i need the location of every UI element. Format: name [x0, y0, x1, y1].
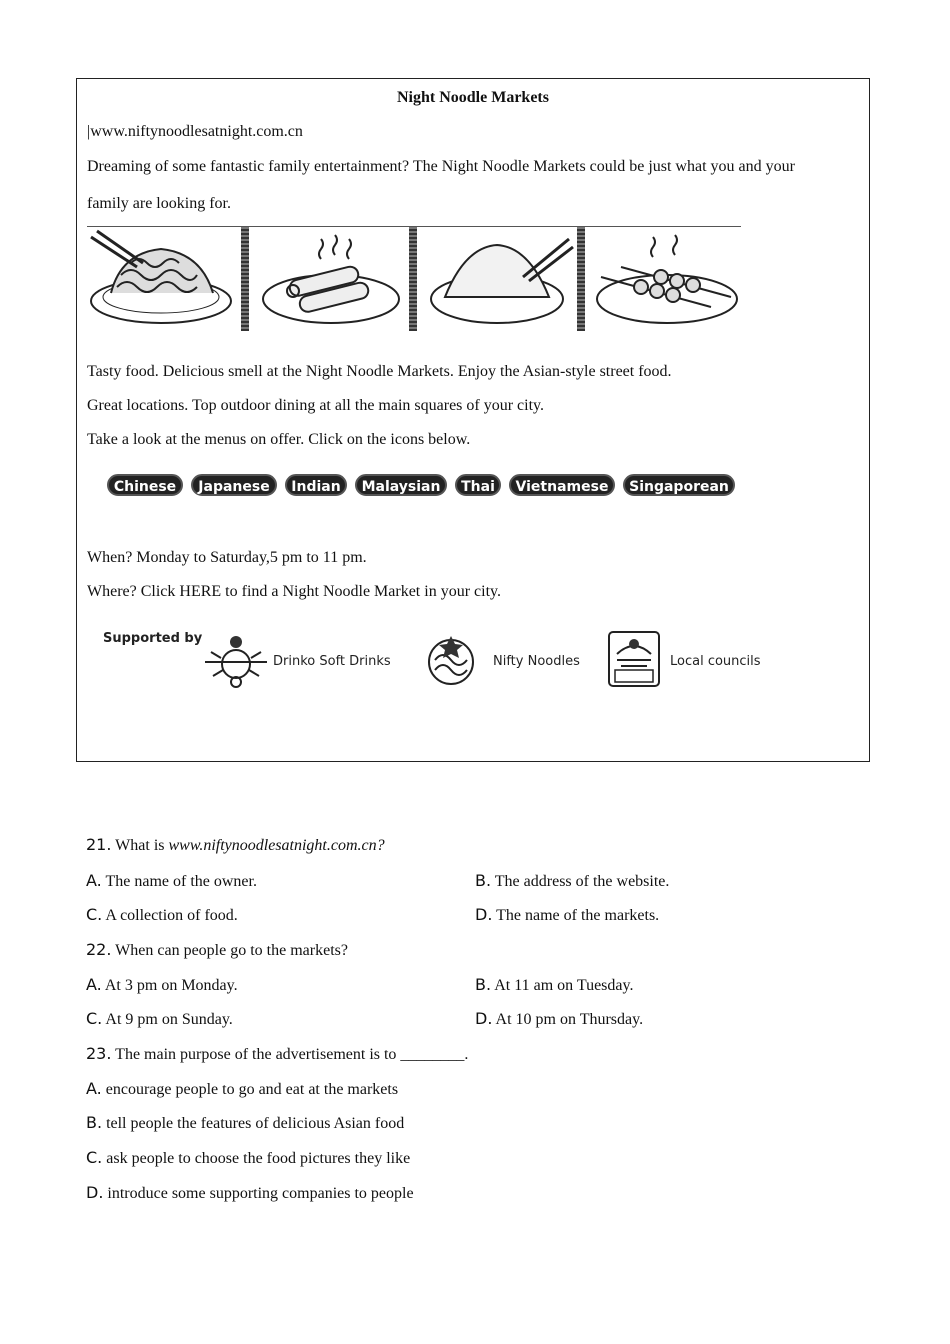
- intro-line-1: Dreaming of some fantastic family entertainment? The Night Noodle Markets could be just what you and your: [87, 158, 795, 175]
- option-21-a[interactable]: A. The name of the owner.: [86, 871, 257, 890]
- local-council-logo-icon: [607, 630, 661, 688]
- question-number: 22.: [86, 940, 112, 959]
- sponsor-drinko: Drinko Soft Drinks: [273, 654, 391, 669]
- question-prefix: The main purpose of the advertisement is to ________.: [115, 1046, 469, 1063]
- question-prefix: When can people go to the markets?: [115, 942, 348, 959]
- skewers-icon: [591, 227, 743, 331]
- rice-icon: [423, 227, 575, 331]
- menu-vietnamese-button[interactable]: Vietnamese: [509, 474, 615, 496]
- question-prefix: What is: [115, 837, 169, 854]
- menu-thai-button[interactable]: Thai: [455, 474, 501, 496]
- option-22-a[interactable]: A. At 3 pm on Monday.: [86, 975, 238, 994]
- menu-chinese-button[interactable]: Chinese: [107, 474, 183, 496]
- option-22-c[interactable]: C. At 9 pm on Sunday.: [86, 1009, 233, 1028]
- where-text: Where? Click HERE to find a Night Noodle Market in your city.: [87, 583, 501, 600]
- option-23-d[interactable]: D. introduce some supporting companies to people: [86, 1183, 414, 1202]
- menu-indian-button[interactable]: Indian: [285, 474, 347, 496]
- advertisement-box: [76, 78, 870, 762]
- option-23-c[interactable]: C. ask people to choose the food pictures they like: [86, 1148, 411, 1167]
- ad-title: Night Noodle Markets: [397, 89, 549, 106]
- option-21-b[interactable]: B. The address of the website.: [475, 871, 670, 890]
- option-22-d[interactable]: D. At 10 pm on Thursday.: [475, 1009, 644, 1028]
- option-21-d[interactable]: D. The name of the markets.: [475, 905, 660, 924]
- drinko-logo-icon: [203, 632, 269, 688]
- when-text: When? Monday to Saturday,5 pm to 11 pm.: [87, 549, 367, 566]
- spring-rolls-icon: [255, 227, 407, 331]
- menu-singaporean-button[interactable]: Singaporean: [623, 474, 735, 496]
- question-website: www.niftynoodlesatnight.com.cn?: [168, 837, 385, 854]
- sponsor-local-councils: Local councils: [670, 654, 761, 669]
- food-images-strip: [87, 226, 741, 333]
- question-23: [86, 1044, 468, 1064]
- option-23-a[interactable]: A. encourage people to go and eat at the markets: [86, 1079, 399, 1098]
- nifty-noodles-logo-icon: [417, 630, 485, 688]
- locations-text: Great locations. Top outdoor dining at all the main squares of your city.: [87, 397, 544, 414]
- question-22: [86, 940, 348, 960]
- sponsor-nifty-noodles: Nifty Noodles: [493, 654, 580, 669]
- sponsors-section: [103, 626, 803, 696]
- option-21-c[interactable]: C. A collection of food.: [86, 905, 238, 924]
- menu-malaysian-button[interactable]: Malaysian: [355, 474, 447, 496]
- option-22-b[interactable]: B. At 11 am on Tuesday.: [475, 975, 634, 994]
- tasty-text: Tasty food. Delicious smell at the Night Noodle Markets. Enjoy the Asian-style street food.: [87, 363, 672, 380]
- question-number: 21.: [86, 835, 112, 854]
- option-23-b[interactable]: B. tell people the features of delicious Asian food: [86, 1113, 405, 1132]
- question-21: [86, 835, 385, 855]
- question-number: 23.: [86, 1044, 112, 1063]
- noodles-icon: [87, 227, 239, 331]
- menus-text: Take a look at the menus on offer. Click on the icons below.: [87, 431, 471, 448]
- menu-japanese-button[interactable]: Japanese: [191, 474, 277, 496]
- intro-line-2: family are looking for.: [87, 195, 231, 212]
- website-text: |www.niftynoodlesatnight.com.cn: [87, 123, 303, 140]
- supported-by-label: Supported by: [103, 631, 203, 646]
